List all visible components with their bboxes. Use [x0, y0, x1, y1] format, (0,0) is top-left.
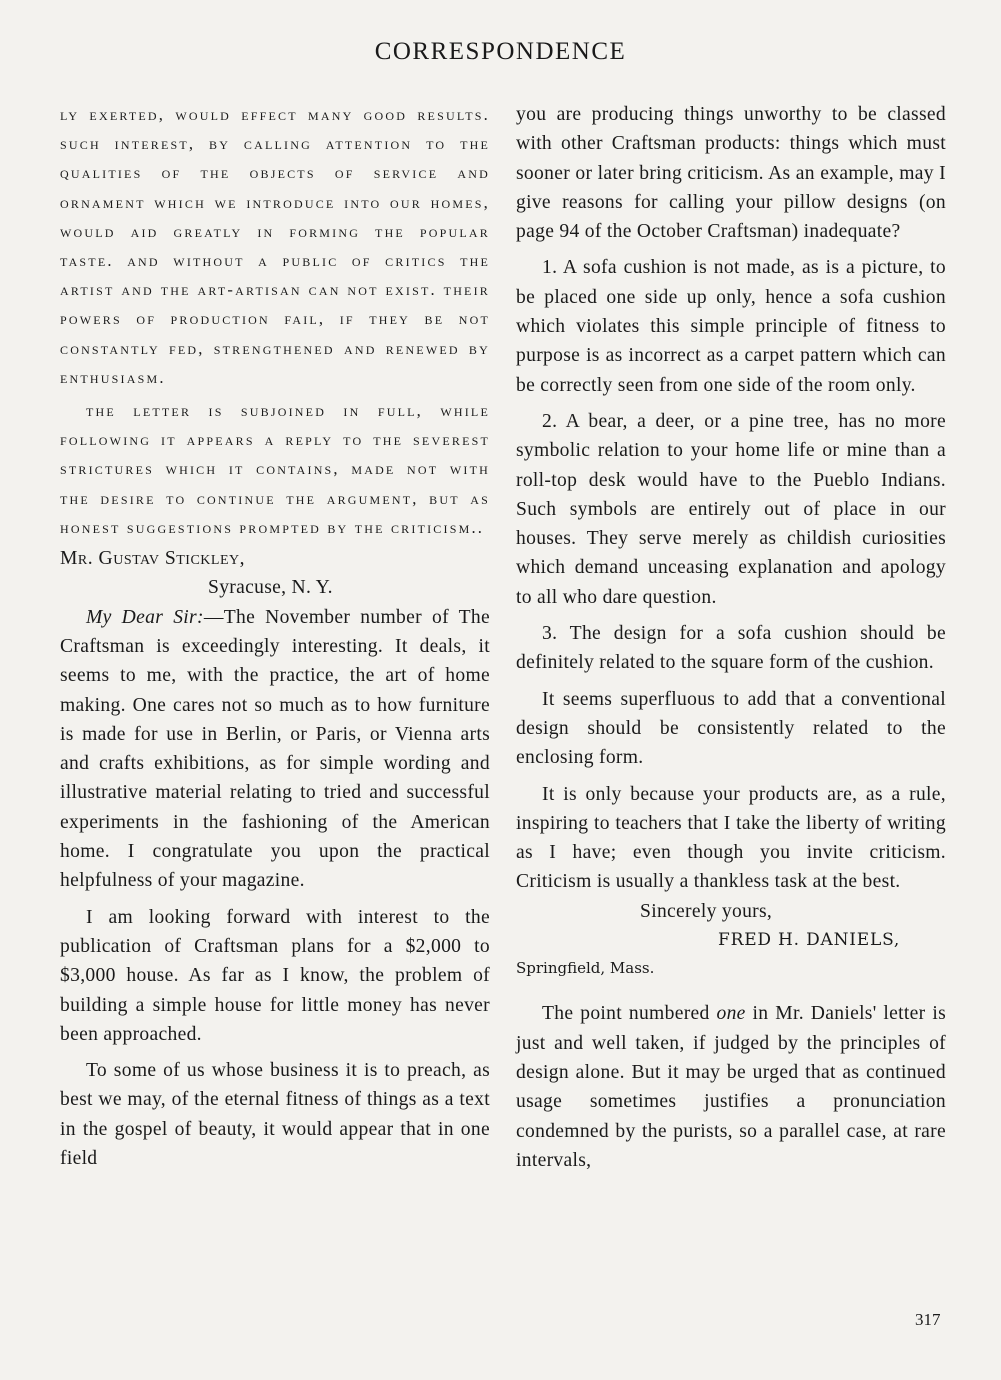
point-3: 3. The design for a sofa cushion should be definitely related to the square form of the cushion. [516, 623, 946, 674]
letter-paragraph-5: It is only because your products are, as a rule, inspiring to teachers that I take the liberty of writing as I have; even though you invite criticism. Criticism is usually a thankless task at the best. [516, 783, 946, 893]
point-1: 1. A sofa cushion is not made, as is a picture, to be placed one side up only, hence a sofa cushion which violates this simple principle of fitness to purpose is as incorrect as a carpet pattern which can be correctly seen from one side of the room only. [516, 257, 946, 396]
letter-paragraph-1-text: —The November number of The Craftsman is exceedingly interesting. It deals, it seems to me, with the practice, the art of home making. One cares not so much as to how furniture is made for use in Berlin, or Paris, or Vienna arts and crafts exhibitions, as for simple wording and illustrative material relating to tried and successful experiments in the fashioning of the American home. I congratulate you upon the practical helpfulness of your magazine. [60, 606, 491, 892]
letter-paragraph-continued: you are producing things unworthy to be classed with other Craftsman products: things which must sooner or later bring criticism. As an example, may I give reasons for calling your pillow designs (on page 94 of the October Craftsman) inadequate? [516, 104, 946, 243]
salutation: My Dear Sir: [86, 606, 204, 628]
reply-text-b: in Mr. Daniels' letter is just and well taken, if judged by the principles of design alone. But it may be urged that as continued usage sometimes justifies a pronunciation condemned by the purists, so a parallel case, at rare intervals, [516, 1003, 947, 1171]
intro-paragraph-2: the letter is subjoined in full, while following it appears a reply to the severest strictures which it contains, made not with the desire to continue the argument, but as honest suggestions prompted by the criticism.. [60, 401, 490, 537]
reply-paragraph [516, 999, 946, 1175]
page-title: CORRESPONDENCE [374, 38, 627, 65]
signature: FRED H. DANIELS, [718, 930, 901, 951]
reply-emphasis: one [716, 1003, 746, 1025]
letter-paragraph-4: It seems superfluous to add that a conventional design should be consistently related to the enclosing form. [516, 688, 946, 769]
letter-paragraph-3: To some of us whose business it is to preach, as best we may, of the eternal fitness of things as a text in the gospel of beauty, it would appear that in one field [60, 1060, 490, 1169]
closing: Sincerely yours, [640, 900, 773, 922]
letter-paragraph-1 [60, 603, 490, 896]
addressee: Mr. Gustav Stickley, [60, 548, 246, 570]
intro-paragraph: ly exerted, would effect many good results. such interest, by calling attention to the qualities of the objects of service and ornament which we introduce into our homes, would aid greatly in forming the popular taste. and without a public of critics the artist and the art-artisan can not exist. their powers of production fail, if they be not constantly fed, strengthened and renewed by enthusiasm. [60, 105, 490, 387]
letter-paragraph-2: I am looking forward with interest to the publication of Craftsman plans for a $2,000 to $3,000 house. As far as I know, the problem of building a simple house for little money has never been approached. [60, 906, 490, 1045]
signature-place: Springfield, Mass. [516, 959, 655, 978]
page-number: 317 [915, 1310, 941, 1329]
addressee-city: Syracuse, N. Y. [208, 577, 333, 599]
reply-text-a: The point numbered [542, 1003, 717, 1025]
point-2: 2. A bear, a deer, or a pine tree, has no more symbolic relation to your home life or mine than a roll-top desk would have to the Pueblo Indians. Such symbols are entirely out of place in our houses. They serve merely as childish curiosities which demand unceasing explanation and apology to all who dare question. [516, 410, 946, 608]
right-column [516, 100, 946, 1175]
left-column [60, 100, 490, 1173]
